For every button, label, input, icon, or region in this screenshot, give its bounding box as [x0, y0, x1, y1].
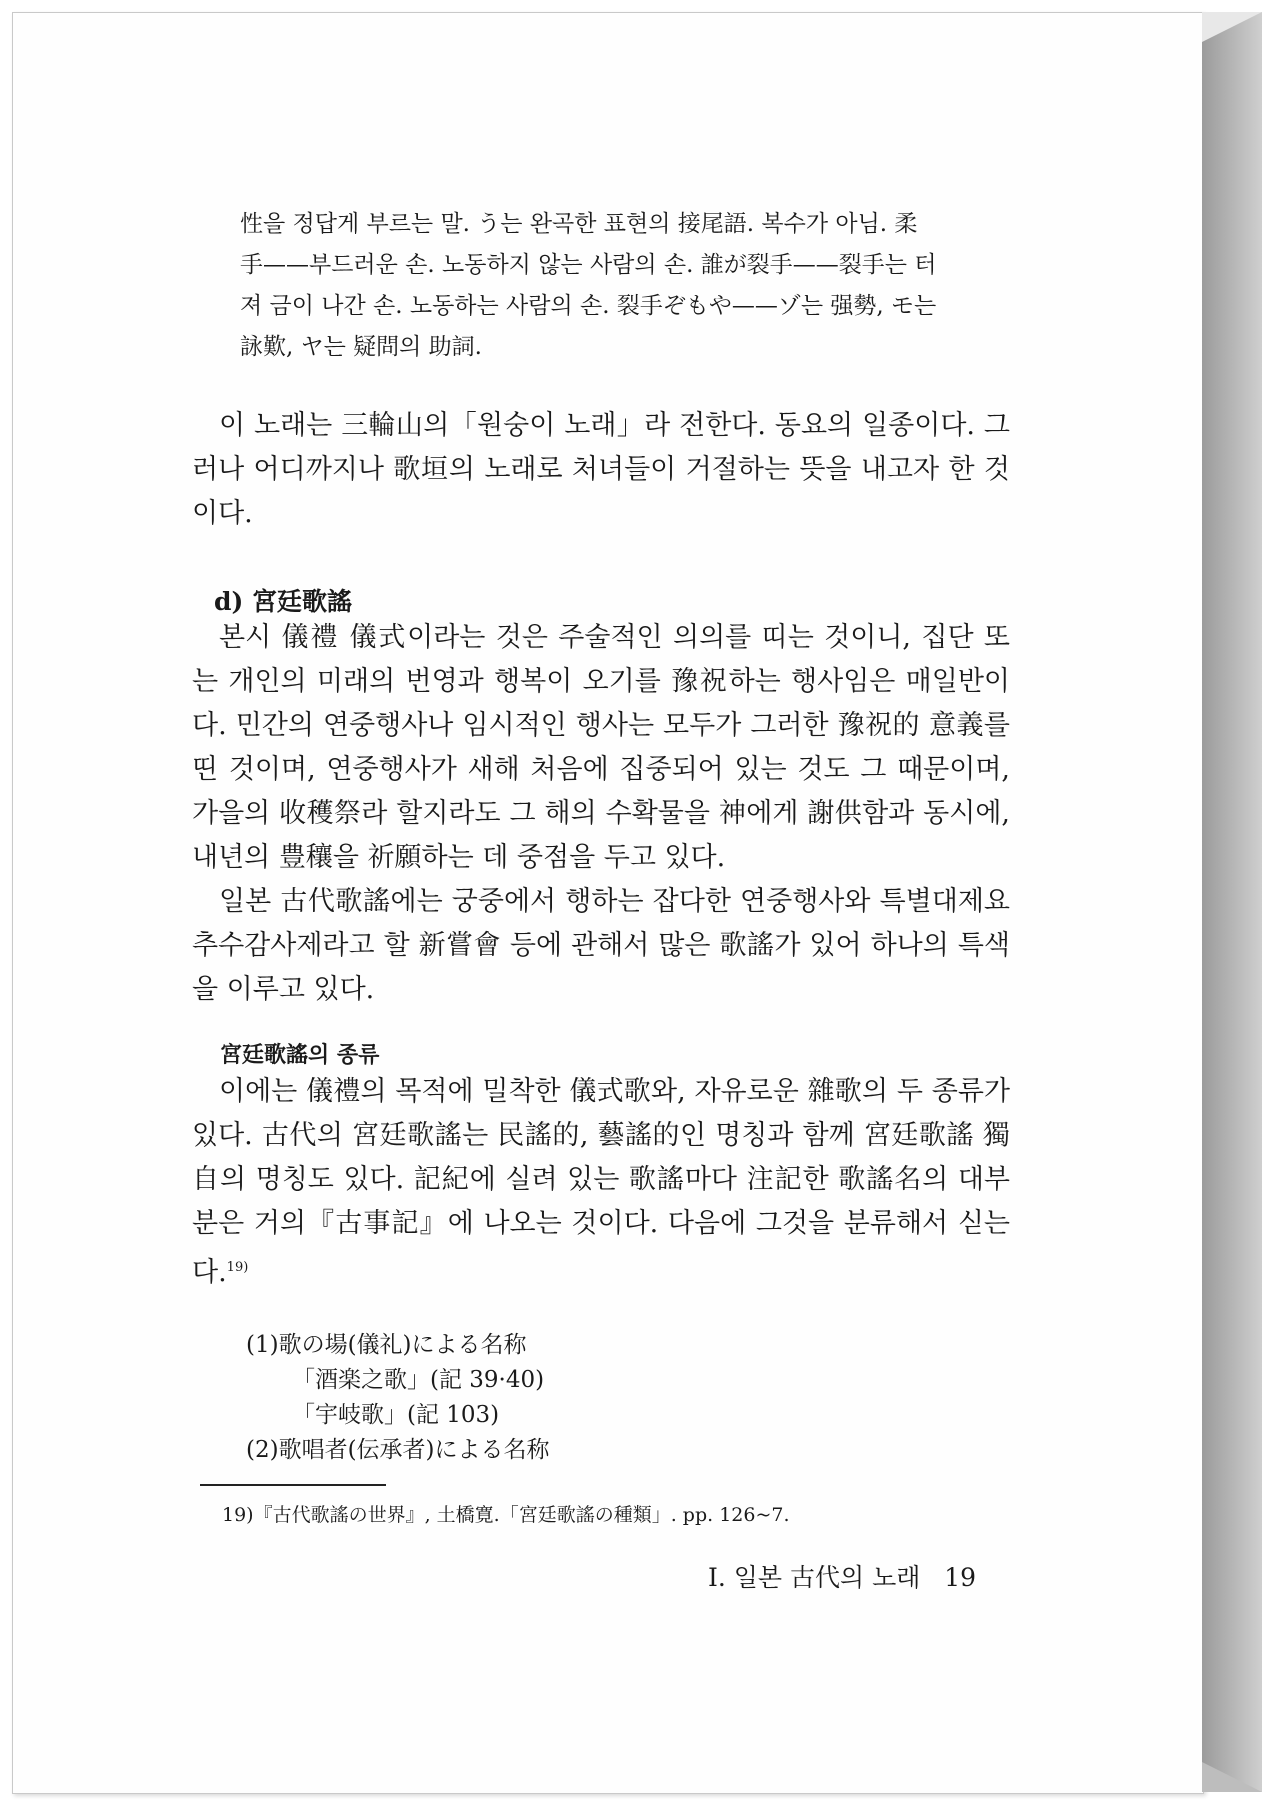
list-item: 「酒楽之歌」(記 39·40): [292, 1367, 545, 1393]
paragraph-gishiki: [192, 616, 1010, 1012]
running-footer: [708, 1558, 976, 1594]
list-item: (2)歌唱者(伝承者)による名称: [246, 1437, 550, 1463]
page-number: 19: [944, 1563, 977, 1592]
paragraph-text: 본시 儀禮 儀式이라는 것은 주술적인 의의를 띠는 것이니, 집단 또는 개인의 미래의 번영과 행복이 오기를 豫祝하는 행사임은 매일반이다. 민간의 연중행사나 임시적인 행사는 모두가 그러한 豫祝的 意義를 띤 것이며, 연중행사가 새해 처음에 집중되어 있는 것도 그 때문이며, 가을의 收穫祭라 할지라도 그 해의 수확물을 神에게 謝供함과 동시에, 내년의 豊穰을 祈願하는 데 중점을 두고 있다.: [192, 622, 1010, 873]
name-list: [246, 1328, 946, 1468]
note-line: 手——부드러운 손. 노동하지 않는 사람의 손. 誰が裂手——裂手는 터: [240, 252, 937, 278]
book-edge-bottom: [1202, 1762, 1262, 1792]
note-line: 詠歎, ヤ는 疑問의 助詞.: [240, 334, 482, 360]
paragraph-text: 이에는 儀禮의 목적에 밀착한 儀式歌와, 자유로운 雜歌의 두 종류가 있다. 古代의 宮廷歌謠는 民謠的, 藝謠的인 명칭과 함께 宮廷歌謠 獨自의 명칭도 있다. 記紀에 실려 있는 歌謠마다 注記한 歌謠名의 대부분은 거의『古事記』에 나오는 것이다. 다음에 그것을 분류해서 싣는다.: [192, 1076, 1010, 1288]
footnote-divider: [200, 1484, 386, 1486]
paragraph-text: 이 노래는 三輪山의「원숭이 노래」라 전한다. 동요의 일종이다. 그러나 어디까지나 歌垣의 노래로 처녀들이 거절하는 뜻을 내고자 한 것이다.: [192, 410, 1010, 529]
chapter-title: I. 일본 古代의 노래: [708, 1563, 921, 1592]
list-item: 「宇岐歌」(記 103): [292, 1402, 500, 1428]
list-item: (1)歌の場(儀礼)による名称: [246, 1332, 527, 1358]
section-heading: d) 宮廷歌謠: [214, 587, 353, 616]
footnote: 19)『古代歌謠の世界』, 土橋寛.「宮廷歌謠の種類」. pp. 126~7.: [222, 1504, 790, 1526]
annotation-note: [240, 204, 1000, 368]
book-edge: [1202, 12, 1262, 1792]
note-line: 性을 정답게 부르는 말. う는 완곡한 표현의 接尾語. 복수가 아님. 柔: [240, 211, 918, 237]
book-edge-top: [1202, 12, 1262, 42]
paragraph-text: 일본 古代歌謠에는 궁중에서 행하는 잡다한 연중행사와 특별대제요 추수감사제라고 할 新嘗會 등에 관해서 많은 歌謠가 있어 하나의 특색을 이루고 있다.: [192, 886, 1010, 1005]
note-line: 져 금이 나간 손. 노동하는 사람의 손. 裂手ぞもや——ゾ는 强勢, モ는: [240, 293, 937, 319]
subheading: 宮廷歌謠의 종류: [220, 1043, 380, 1068]
paragraph-shurui: [192, 1070, 1010, 1295]
footnote-ref: 19): [226, 1260, 249, 1275]
paragraph-miwa: [192, 404, 1010, 536]
